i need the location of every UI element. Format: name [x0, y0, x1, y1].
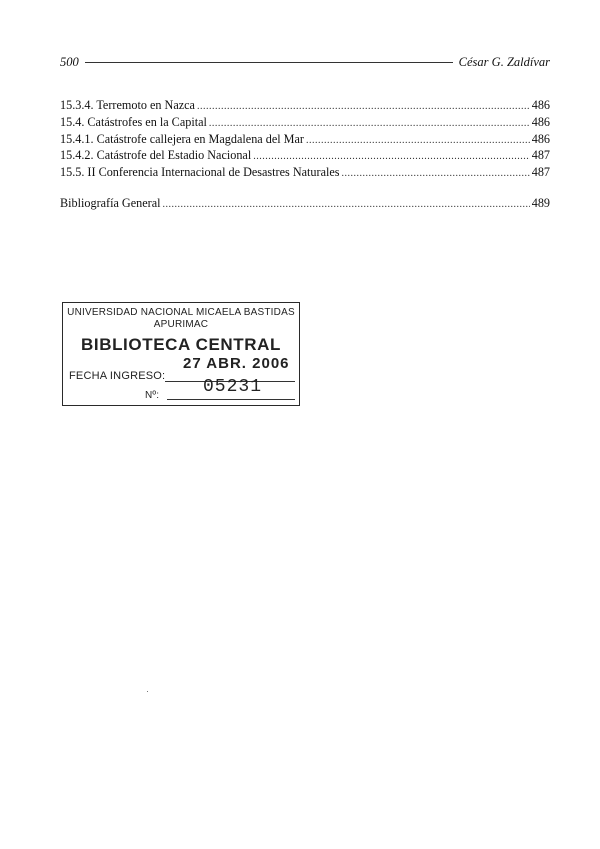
dot-leader — [253, 151, 529, 162]
toc-entry-title: 15.3.4. Terremoto en Nazca — [60, 98, 195, 112]
stamp-institution: UNIVERSIDAD NACIONAL MICAELA BASTIDAS — [67, 307, 295, 318]
toc-entry-page: 489 — [531, 195, 550, 210]
toc-entry-title: 15.4. Catástrofes en la Capital — [60, 114, 207, 129]
toc-entry-page: 486 — [531, 114, 550, 129]
toc-entry-title: Bibliografía General — [60, 195, 161, 210]
toc-entry-title: 15.4.1. Catástrofe callejera en Magdalena del Mar — [60, 131, 304, 146]
scan-speck — [147, 691, 148, 692]
toc-entry-title: 15.5. II Conferencia Internacional de Desastres Naturales — [60, 165, 340, 180]
toc-entry-page: 487 — [531, 165, 550, 180]
toc-entry[interactable] — [60, 165, 550, 182]
toc-entry-title: 15.4.2. Catástrofe del Estadio Nacional — [60, 148, 252, 163]
dot-leader — [306, 135, 530, 146]
dot-leader — [209, 118, 530, 129]
stamp-number-label: Nº: — [145, 390, 160, 401]
toc-entry-bibliography[interactable] — [60, 196, 550, 213]
page-number: 500 — [60, 54, 79, 69]
toc-entry[interactable] — [60, 132, 550, 149]
toc-entry[interactable] — [60, 148, 550, 165]
dot-leader — [163, 199, 530, 210]
header-rule — [85, 62, 453, 63]
stamp-entry-label: FECHA INGRESO: — [69, 370, 166, 382]
toc-entry[interactable] — [60, 98, 550, 115]
toc-entry-page: 486 — [531, 131, 550, 146]
running-header — [60, 54, 550, 70]
dot-leader — [197, 101, 530, 112]
toc-entry[interactable] — [60, 115, 550, 132]
table-of-contents — [60, 98, 550, 213]
stamp-library-name: BIBLIOTECA CENTRAL — [81, 335, 281, 354]
stamp-date: 27 ABR. 2006 — [183, 355, 290, 372]
stamp-region: APURIMAC — [153, 319, 209, 330]
dot-leader — [342, 168, 530, 179]
running-author: César G. Zaldívar — [458, 54, 550, 69]
library-stamp — [62, 302, 300, 406]
toc-entry-page: 486 — [531, 98, 550, 112]
stamp-number-line — [167, 399, 295, 400]
toc-entry-page: 487 — [531, 148, 550, 163]
stamp-number: 05231 — [203, 377, 263, 397]
